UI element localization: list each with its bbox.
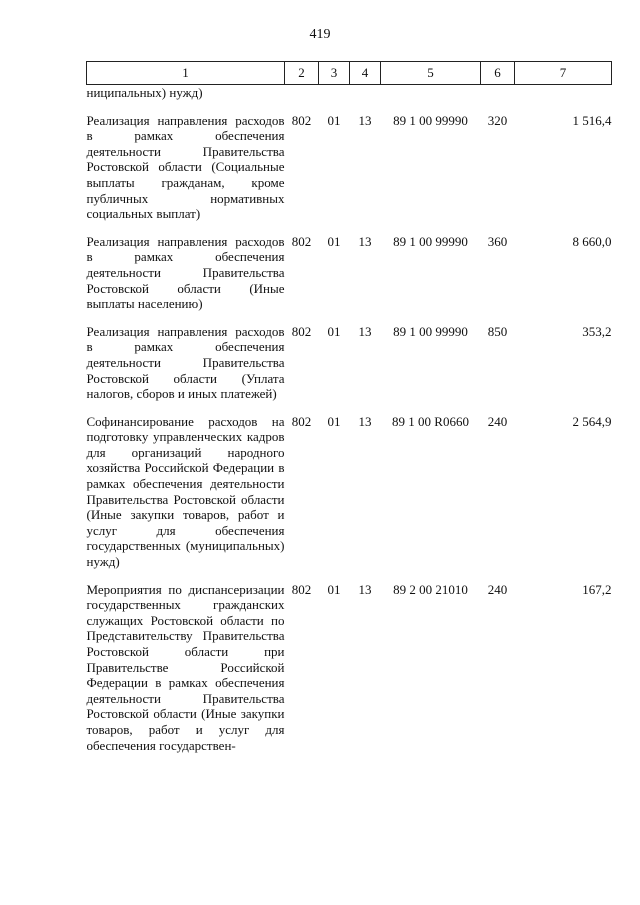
table-body [87, 85, 612, 762]
section-code: 01 [327, 581, 341, 597]
table-header [87, 62, 612, 85]
subsection-code: 13 [358, 323, 372, 339]
expense-type-code: 320 [487, 112, 508, 128]
expense-type-code: 240 [487, 581, 508, 597]
col-header-7: 7 [515, 62, 612, 85]
target-article-code: 89 1 00 R0660 [392, 413, 469, 429]
expense-type-code: 850 [487, 323, 508, 339]
continuation-text: ниципальных) нужд) [86, 85, 203, 100]
column-number-row [87, 62, 612, 85]
section-code: 01 [327, 413, 341, 429]
ministry-code: 802 [291, 323, 312, 339]
col-header-5: 5 [381, 62, 481, 85]
table-row [87, 230, 612, 320]
section-code: 01 [327, 112, 341, 128]
amount: 167,2 [582, 581, 612, 597]
expense-type-code: 240 [487, 413, 508, 429]
subsection-code: 13 [358, 413, 372, 429]
row-description: Софинансирование расходов на подготовку управленческих кадров для организаций народного хозяйства Российской Федерации в рамках обеспечения деятельности Правительства Ростовской области (Иные закупки товаров, работ и услуг для обеспечения государственных (муниципальных) нужд) [86, 413, 285, 570]
ministry-code: 802 [291, 233, 312, 249]
page-number: 419 [309, 27, 331, 42]
subsection-code: 13 [358, 112, 372, 128]
section-code: 01 [327, 233, 341, 249]
target-article-code: 89 1 00 99990 [393, 233, 468, 249]
section-code: 01 [327, 323, 341, 339]
ministry-code: 802 [291, 413, 312, 429]
row-description: Мероприятия по диспансеризации государственных гражданских служащих Ростовской области по Представительству Правительства Ростовской области при Правительстве Российской Федерации в рамках обеспечения деятельности Правительства Ростовской области (Иные закупки товаров, работ и услуг для обеспечения государствен- [86, 581, 285, 753]
continuation-row [87, 85, 612, 109]
budget-table [86, 61, 612, 761]
col-header-6: 6 [481, 62, 515, 85]
table-row [87, 578, 612, 762]
target-article-code: 89 1 00 99990 [393, 112, 468, 128]
ministry-code: 802 [291, 112, 312, 128]
table-row [87, 320, 612, 410]
amount: 353,2 [582, 323, 612, 339]
col-header-2: 2 [285, 62, 319, 85]
target-article-code: 89 1 00 99990 [393, 323, 468, 339]
subsection-code: 13 [358, 581, 372, 597]
amount: 2 564,9 [572, 413, 612, 429]
expense-type-code: 360 [487, 233, 508, 249]
col-header-4: 4 [350, 62, 381, 85]
col-header-3: 3 [319, 62, 350, 85]
table-row [87, 109, 612, 230]
col-header-1: 1 [87, 62, 285, 85]
row-description: Реализация направления расходов в рамках обеспечения деятельности Правительства Ростовской области (Социальные выплаты гражданам, кроме публичных нормативных социальных выплат) [86, 112, 285, 222]
subsection-code: 13 [358, 233, 372, 249]
ministry-code: 802 [291, 581, 312, 597]
table-row [87, 410, 612, 578]
row-description: Реализация направления расходов в рамках обеспечения деятельности Правительства Ростовской области (Уплата налогов, сборов и иных платежей) [86, 323, 285, 402]
target-article-code: 89 2 00 21010 [393, 581, 468, 597]
amount: 8 660,0 [572, 233, 612, 249]
row-description: Реализация направления расходов в рамках обеспечения деятельности Правительства Ростовской области (Иные выплаты населению) [86, 233, 285, 312]
amount: 1 516,4 [572, 112, 612, 128]
